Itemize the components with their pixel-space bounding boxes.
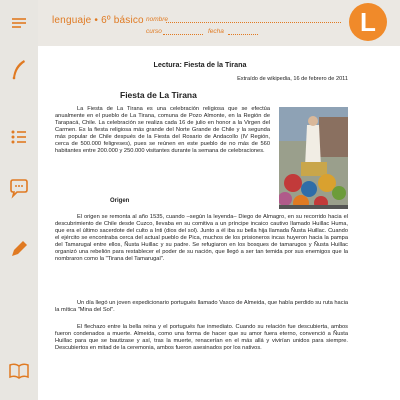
speech-bubble-icon [8,177,30,199]
book-icon [8,360,30,382]
separator-dot: • [94,15,99,26]
reading-heading: Lectura: Fiesta de la Tirana [153,60,247,69]
origin-paragraph-2: Un día llegó un joven expedicionario portugués llamado Vasco de Almeida, que había perdido su ruta hacia la mítica "Mina del Sol". [55,300,348,314]
origin-paragraph-1: El origen se remonta al año 1535, cuando –según la leyenda– Diego de Almagro, en su recorrido hacia el descubrimiento de Chile desde Cuzco, llevaba en su comitiva a un príncipe incaico cautivo llamado Huillac Huma, que era el último sacerdote del culto a Inti (dios del sol). Junto a él iba su bella hija llamada Ñusta Huillac. Cuando el ejército se encontraba cerca del actual pueblo de Pica, muchos de los prisioneros incas huyeron hacia la pampa del Tamarugal entre ellos, Ñusta Huillac y su padre. Se refugiaron en los bosques de tamarugos y Ñusta Huillac organizó una rebelión para restablecer el poder de su nación, que llegó a ser tan temida por sus enemigos que la nombraron como la "Tirana del Tamarugal". [55,214,348,263]
date-field[interactable] [228,34,258,35]
subject-label: lenguaje [52,15,92,26]
course-field[interactable] [163,34,203,35]
subject-logo [349,3,387,41]
name-field[interactable] [166,22,341,23]
edit-lines-icon [8,12,30,34]
procession-photo [279,107,348,209]
course-label: curso [146,28,162,35]
origin-paragraph-3: El flechazo entre la bella reina y el portugués fue inmediato. Cuando su relación fue descubierta, ambos fueron condenados a muerte. Almeida, como una forma de hacer que su amor fuera eterno, convenció a Ñusta Huillac para que se bautizase y así, tras la muerte, renacerían en el más allá y vivirían unidos para siempre. Descubiertos en mitad de la ceremonia, ambos fueron asesinados por los nativos. [55,324,348,352]
name-label: nombre [146,16,169,23]
logo-letter: L [360,7,376,37]
origin-heading: Origen [110,198,130,204]
grade-label: 6º básico [101,15,144,26]
intro-paragraph: La Fiesta de La Tirana es una celebración religiosa que se efectúa anualmente en el pueblo de La Tirana, comuna de Pozo Almonte, en la Región de Tarapacá, Chile. La celebración se realiza cada 16 de julio en honor a la Virgen del Carmen. Es la fiesta religiosa más grande del Norte Grande de Chile y la segunda más popular de Chile después de la Fiesta del Rosario de Andacollo (IV Región, cerca de 500.000 feligreses), pues se reúnen en este pueblo de no más de 560 habitantes entre 200.000 y 250.000 visitantes durante la semana de celebraciones. [55,106,270,155]
worksheet-header [38,0,400,46]
pencil-icon [8,238,30,260]
source-note: Extraído de wikipedia, 16 de febrero de 2011 [237,76,348,82]
list-icon [8,125,30,147]
article-title: Fiesta de La Tirana [120,90,197,100]
subject-grade [52,15,144,26]
date-label: fecha [208,28,224,35]
